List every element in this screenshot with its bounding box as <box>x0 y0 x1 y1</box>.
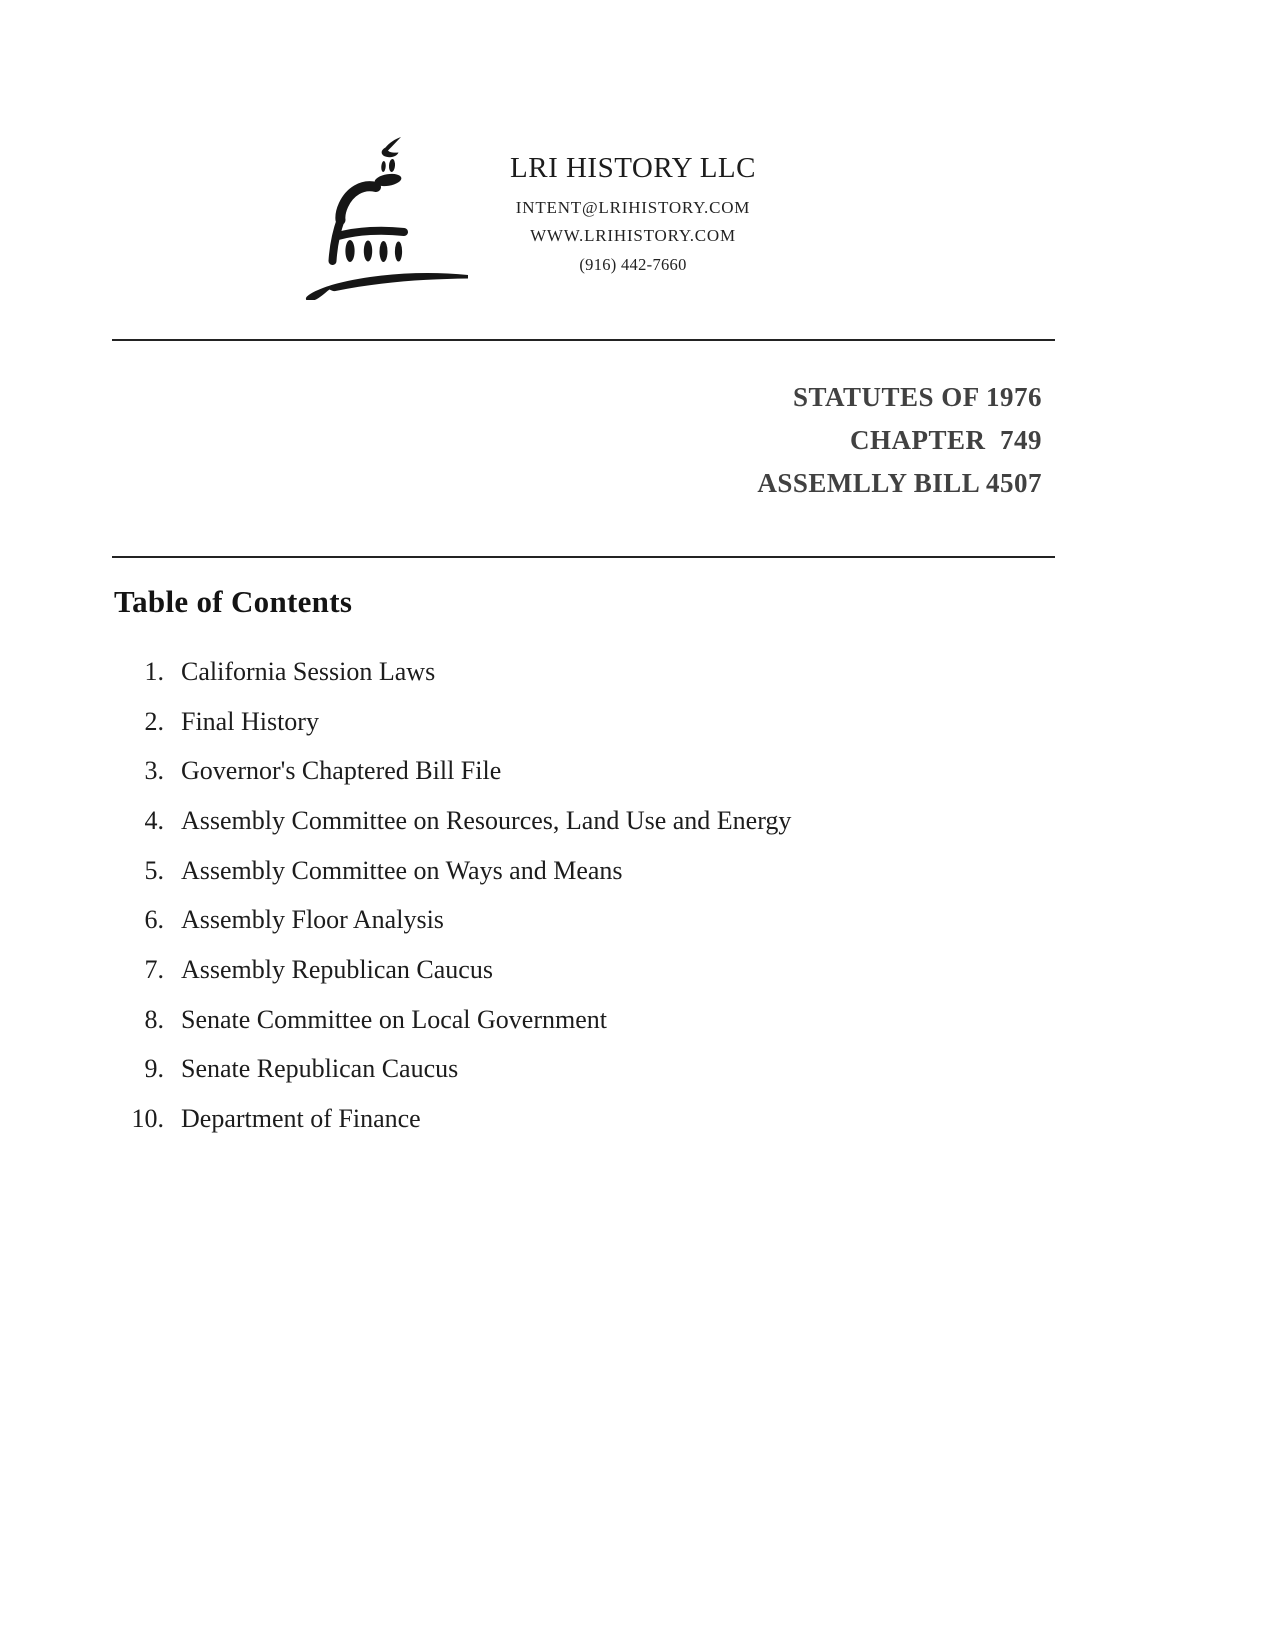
toc-item-label: Assembly Republican Caucus <box>181 954 493 984</box>
capitol-dome-icon <box>292 126 474 300</box>
toc-item-label: Department of Finance <box>181 1104 421 1134</box>
toc-heading: Table of Contents <box>114 584 353 619</box>
toc-item <box>0 647 900 697</box>
toc-item <box>0 1094 900 1144</box>
toc-item-number: 9. <box>144 1054 164 1084</box>
statute-title-block <box>757 376 1042 505</box>
toc-item-label: Assembly Committee on Ways and Means <box>181 855 623 885</box>
chapter-line: CHAPTER 749 <box>849 425 1042 455</box>
toc-item-label: Final History <box>181 706 319 736</box>
toc-item-label: Senate Republican Caucus <box>181 1054 459 1084</box>
bill-line: ASSEMLLY BILL 4507 <box>757 468 1042 498</box>
toc-item-label: Senate Committee on Local Government <box>181 1004 607 1034</box>
company-name: LRI HISTORY LLC <box>510 152 756 184</box>
capitol-dome-logo <box>292 126 474 300</box>
toc-list <box>0 647 900 1144</box>
company-email: INTENT@LRIHISTORY.COM <box>515 198 751 217</box>
toc-item <box>0 895 900 945</box>
letterhead <box>463 152 803 275</box>
toc-item <box>0 1045 900 1095</box>
toc-item-number: 6. <box>144 905 164 935</box>
toc-item-number: 1. <box>144 656 164 686</box>
company-phone: (916) 442-7660 <box>579 255 687 274</box>
toc-item-number: 4. <box>144 805 164 835</box>
toc-item <box>0 746 900 796</box>
toc-item-number: 3. <box>144 756 164 786</box>
toc-item-label: Governor's Chaptered Bill File <box>181 756 502 786</box>
toc-item <box>0 995 900 1045</box>
toc-item <box>0 796 900 846</box>
horizontal-rule-top <box>112 339 1055 341</box>
toc-item-label: Assembly Committee on Resources, Land Use and Energy <box>181 805 792 835</box>
statutes-line: STATUTES OF 1976 <box>792 382 1042 412</box>
company-website: WWW.LRIHISTORY.COM <box>530 226 736 245</box>
horizontal-rule-bottom <box>112 556 1055 558</box>
toc-item <box>0 945 900 995</box>
toc-item-number: 5. <box>144 855 164 885</box>
toc-item-number: 10. <box>131 1104 164 1134</box>
toc-item-number: 7. <box>144 954 164 984</box>
toc-item-number: 8. <box>144 1004 164 1034</box>
toc-item-label: Assembly Floor Analysis <box>181 905 444 935</box>
toc-item-label: California Session Laws <box>181 656 436 686</box>
toc-item-number: 2. <box>144 706 164 736</box>
toc-item <box>0 697 900 747</box>
toc-item <box>0 846 900 896</box>
